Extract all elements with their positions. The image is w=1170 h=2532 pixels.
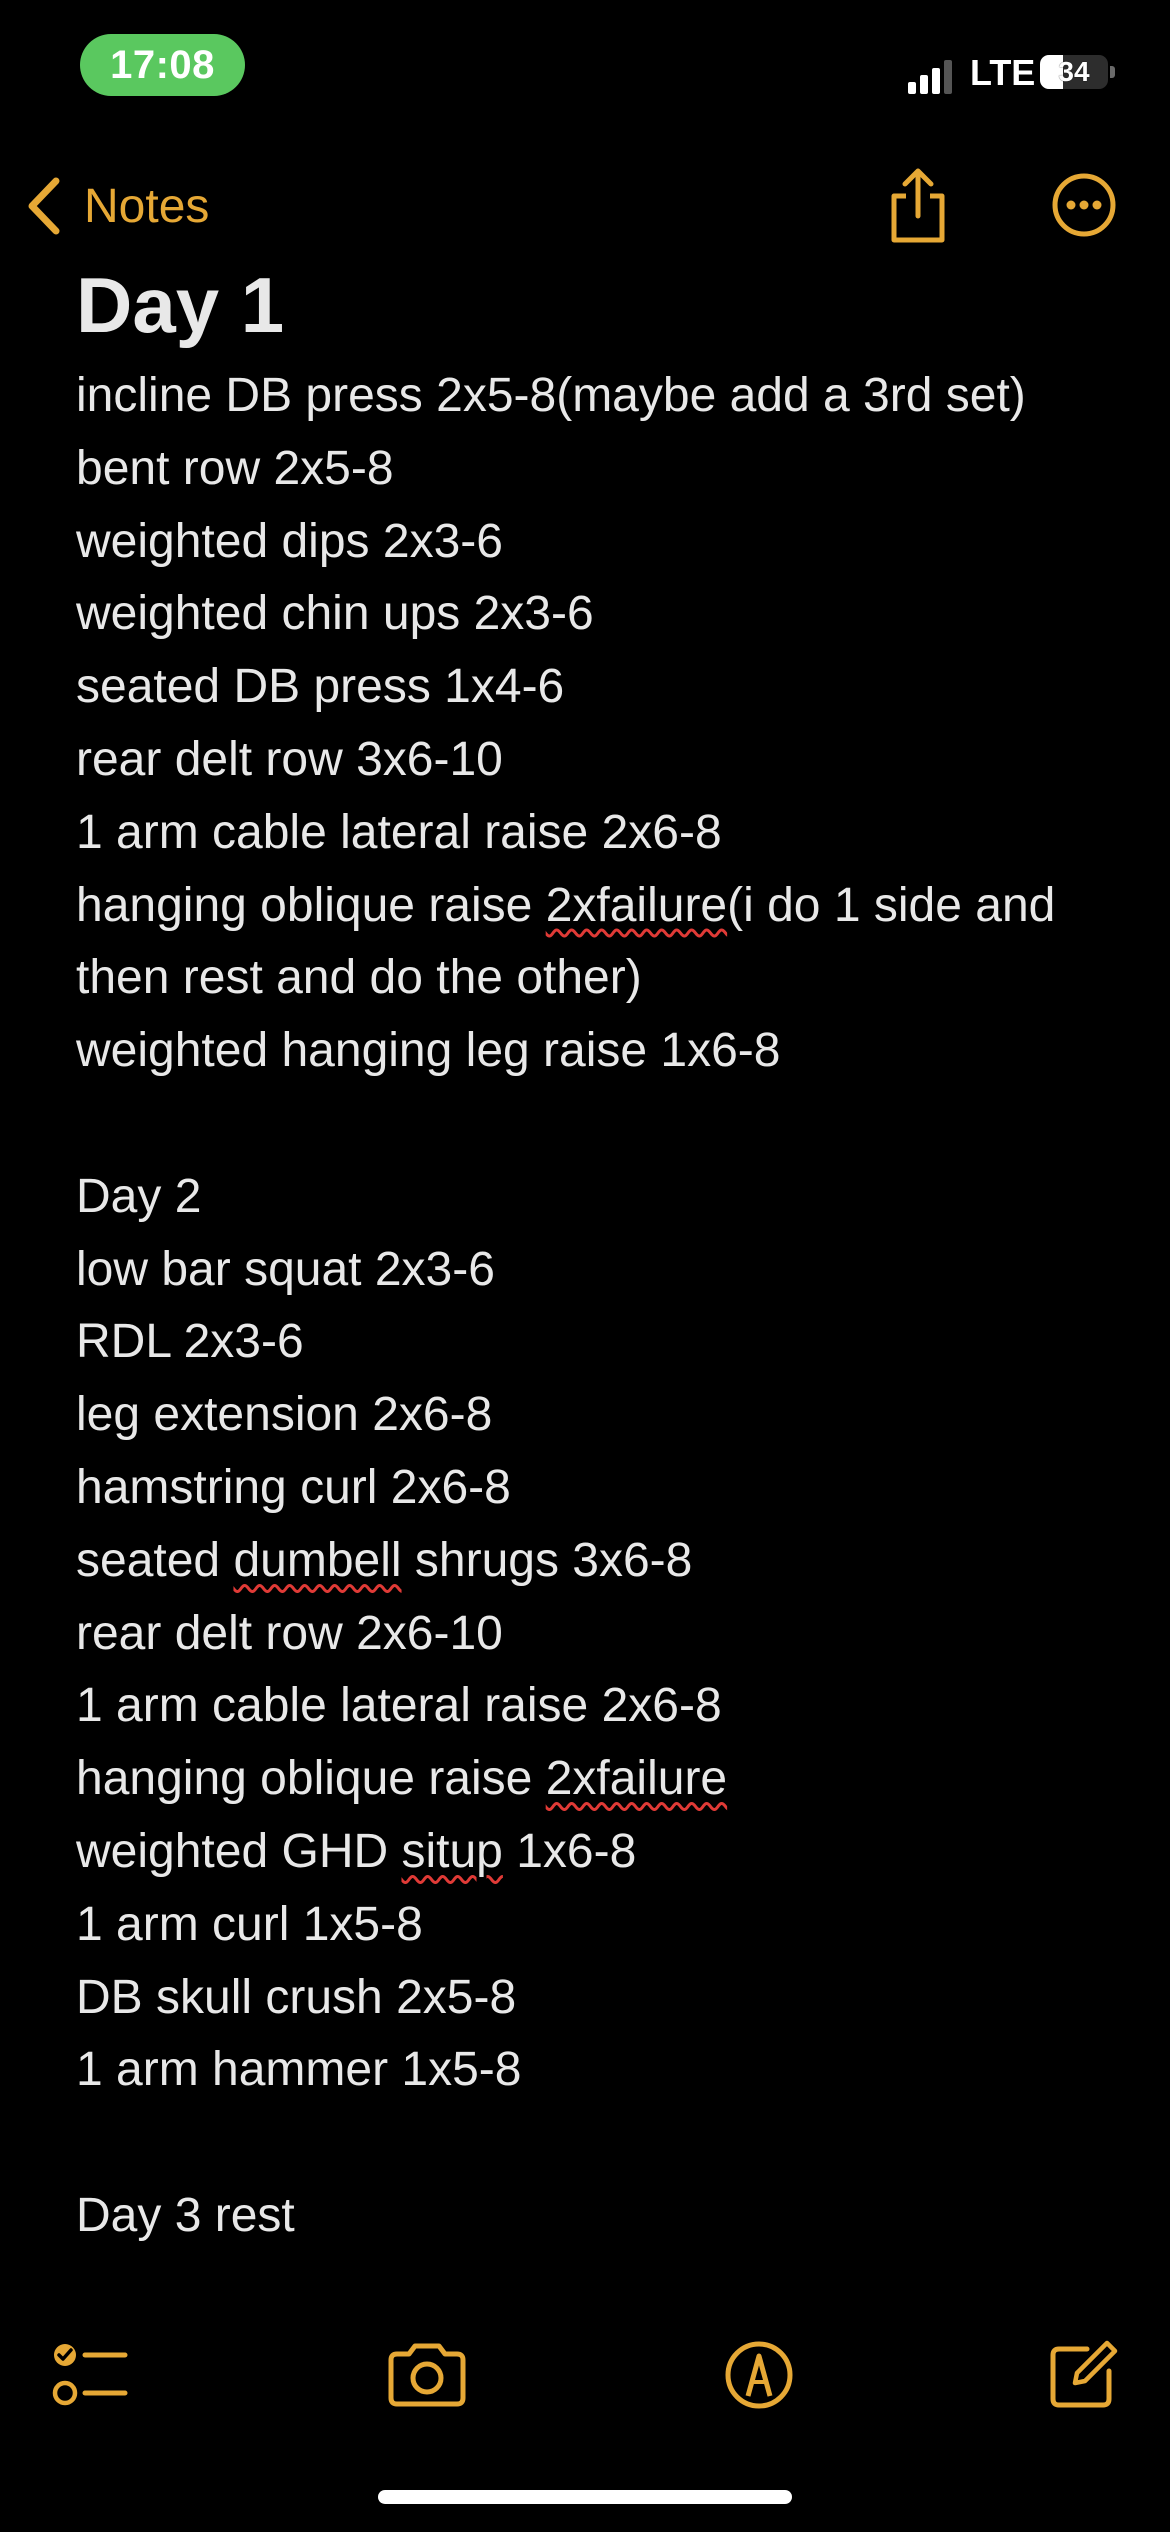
note-line: incline DB press 2x5-8(maybe add a 3rd set) bbox=[76, 369, 1026, 422]
compose-icon bbox=[1047, 2339, 1119, 2411]
note-line: DB skull crush 2x5-8 bbox=[76, 1970, 517, 2024]
day-heading: Day 2 bbox=[76, 1169, 202, 1223]
share-button[interactable] bbox=[878, 165, 958, 245]
note-line: weighted chin ups 2x3-6 bbox=[76, 587, 594, 641]
misspelled-word[interactable]: situp bbox=[401, 1824, 503, 1878]
note-line bbox=[76, 1525, 1116, 1598]
misspelled-word[interactable]: dumbell bbox=[233, 1533, 402, 1587]
note-line: leg extension 2x6-8 bbox=[76, 1388, 493, 1442]
note-line: 1 arm curl 1x5-8 bbox=[76, 1897, 423, 1951]
note-line: weighted dips 2x3-6 bbox=[76, 514, 503, 568]
blank-line bbox=[76, 2107, 1116, 2180]
battery-icon bbox=[1040, 55, 1108, 89]
home-indicator[interactable] bbox=[378, 2490, 792, 2504]
status-bar bbox=[0, 0, 1170, 130]
share-icon bbox=[886, 166, 950, 244]
misspelled-word[interactable]: 2xfailure bbox=[545, 1752, 728, 1806]
note-text: seated bbox=[76, 1533, 234, 1587]
note-line: low bar squat 2x3-6 bbox=[76, 1242, 495, 1296]
markup-icon bbox=[724, 2340, 794, 2410]
more-icon bbox=[1051, 172, 1117, 238]
note-text: weighted GHD bbox=[76, 1824, 402, 1878]
checklist-icon bbox=[51, 2339, 131, 2411]
note-text: shrugs 3x6-8 bbox=[401, 1533, 693, 1587]
bottom-toolbar bbox=[0, 2310, 1170, 2420]
note-line: seated DB press 1x4-6 bbox=[76, 660, 565, 714]
note-line: 1 arm hammer 1x5-8 bbox=[76, 2043, 522, 2097]
markup-button[interactable] bbox=[714, 2330, 804, 2420]
note-line: rear delt row 3x6-10 bbox=[76, 732, 503, 786]
note-line: 1 arm cable lateral raise 2x6-8 bbox=[76, 1679, 722, 1733]
camera-icon bbox=[385, 2342, 469, 2408]
misspelled-word[interactable]: 2xfailure bbox=[545, 878, 728, 932]
more-button[interactable] bbox=[1044, 165, 1124, 245]
note-line bbox=[76, 1743, 1116, 1816]
note-body[interactable] bbox=[76, 250, 1116, 2280]
back-button[interactable] bbox=[24, 175, 209, 237]
note-title: Day 1 bbox=[76, 261, 285, 349]
note-text: hanging oblique raise bbox=[76, 878, 546, 932]
day-heading-partial: Day 3 rest bbox=[76, 2188, 295, 2242]
note-text: (i do 1 side and then rest and do the other) bbox=[76, 878, 1069, 1005]
note-line: weighted hanging leg raise 1x6-8 bbox=[76, 1024, 781, 1078]
compose-button[interactable] bbox=[1038, 2330, 1128, 2420]
battery-cap bbox=[1110, 66, 1115, 78]
battery-percent: 34 bbox=[1058, 56, 1090, 87]
note-line bbox=[76, 870, 1116, 1016]
camera-button[interactable] bbox=[382, 2330, 472, 2420]
nav-bar bbox=[0, 165, 1170, 255]
note-line: bent row 2x5-8 bbox=[76, 441, 394, 495]
checklist-button[interactable] bbox=[46, 2330, 136, 2420]
note-line: RDL 2x3-6 bbox=[76, 1315, 304, 1369]
network-type: LTE bbox=[970, 52, 1036, 93]
cellular-signal-icon bbox=[908, 60, 956, 94]
note-line: rear delt row 2x6-10 bbox=[76, 1606, 503, 1660]
note-line: 1 arm cable lateral raise 2x6-8 bbox=[76, 805, 722, 859]
blank-line bbox=[76, 1088, 1116, 1161]
chevron-left-icon bbox=[24, 175, 66, 237]
status-time: 17:08 bbox=[80, 34, 245, 96]
note-text: hanging oblique raise bbox=[76, 1752, 546, 1806]
note-text: 1x6-8 bbox=[502, 1824, 637, 1878]
back-label: Notes bbox=[84, 179, 210, 233]
note-line bbox=[76, 1816, 1116, 1889]
note-line: hamstring curl 2x6-8 bbox=[76, 1460, 511, 1514]
